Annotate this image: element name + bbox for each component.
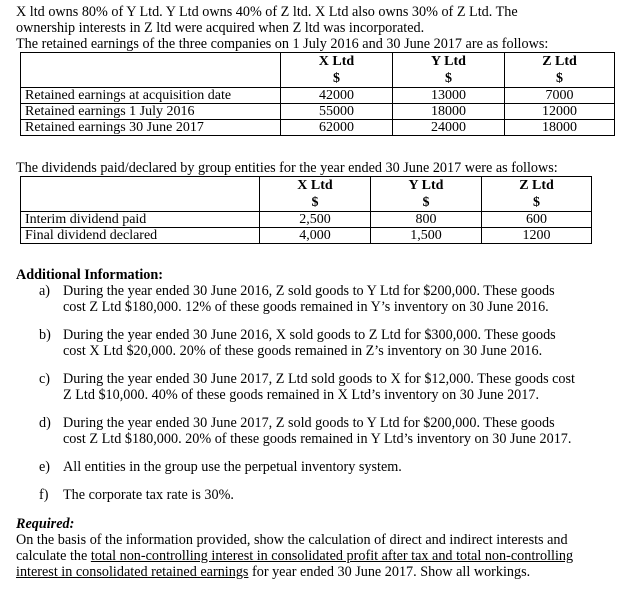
required-title: Required: xyxy=(16,516,75,532)
row-label: Retained earnings 30 June 2017 xyxy=(21,120,281,136)
retained-earnings-table xyxy=(20,52,615,136)
intro-line-3: The retained earnings of the three companies on 1 July 2016 and 30 June 2017 are as follows: xyxy=(16,36,549,52)
additional-info-title: Additional Information: xyxy=(16,267,164,283)
table-row xyxy=(21,88,615,104)
row-label: Final dividend declared xyxy=(21,228,260,244)
required-line-2-underlined: total non-controlling interest in consolidated profit after tax and total non-controlling xyxy=(90,548,574,564)
z-ltd-value: 600 xyxy=(482,212,592,228)
header-x-ltd: X Ltd $ xyxy=(260,177,371,212)
z-ltd-value: 18000 xyxy=(505,120,615,136)
table-row xyxy=(21,212,592,228)
header-empty-cell xyxy=(21,53,281,88)
table-row xyxy=(21,228,592,244)
list-item xyxy=(16,327,630,359)
table-row xyxy=(21,104,615,120)
list-item xyxy=(16,371,630,403)
document-page xyxy=(16,4,630,580)
item-marker: d) xyxy=(39,415,51,431)
item-marker: f) xyxy=(39,487,49,503)
z-ltd-value: 7000 xyxy=(505,88,615,104)
header-z-ltd: Z Ltd $ xyxy=(505,53,615,88)
required-line-1: On the basis of the information provided, show the calculation of direct and indirect interests and xyxy=(16,532,568,548)
z-ltd-value: 12000 xyxy=(505,104,615,120)
required-body xyxy=(16,532,630,580)
required-line-3-suffix: for year ended 30 June 2017. Show all workings. xyxy=(248,564,531,580)
item-line-1: During the year ended 30 June 2016, X sold goods to Z Ltd for $300,000. These goods xyxy=(63,327,556,343)
item-line-2: cost X Ltd $20,000. 20% of these goods remained in Z’s inventory on 30 June 2016. xyxy=(63,343,543,359)
intro-line-1: X ltd owns 80% of Y Ltd. Y Ltd owns 40% of Z ltd. X Ltd also owns 30% of Z Ltd. The xyxy=(16,4,518,20)
header-empty-cell xyxy=(21,177,260,212)
x-ltd-value: 62000 xyxy=(281,120,393,136)
item-line-1: During the year ended 30 June 2017, Z sold goods to Y Ltd for $200,000. These goods xyxy=(63,415,555,431)
header-y-ltd: Y Ltd $ xyxy=(371,177,482,212)
required-line-2-prefix: calculate the xyxy=(16,548,91,564)
item-line-2: cost Z Ltd $180,000. 12% of these goods remained in Y’s inventory on 30 June 2016. xyxy=(63,299,549,315)
table-row xyxy=(21,120,615,136)
additional-info-list xyxy=(16,283,630,503)
y-ltd-value: 24000 xyxy=(393,120,505,136)
list-item xyxy=(16,283,630,315)
x-ltd-value: 2,500 xyxy=(260,212,371,228)
item-marker: b) xyxy=(39,327,51,343)
list-item xyxy=(16,415,630,447)
x-ltd-value: 55000 xyxy=(281,104,393,120)
row-label: Interim dividend paid xyxy=(21,212,260,228)
y-ltd-value: 1,500 xyxy=(371,228,482,244)
y-ltd-value: 13000 xyxy=(393,88,505,104)
intro-line-2: ownership interests in Z ltd were acquired when Z ltd was incorporated. xyxy=(16,20,425,36)
item-line-1: All entities in the group use the perpetual inventory system. xyxy=(63,459,402,475)
item-line-1: During the year ended 30 June 2016, Z sold goods to Y Ltd for $200,000. These goods xyxy=(63,283,555,299)
dividends-header-row xyxy=(21,177,592,212)
list-item xyxy=(16,487,630,503)
row-label: Retained earnings at acquisition date xyxy=(21,88,281,104)
header-z-ltd: Z Ltd $ xyxy=(482,177,592,212)
item-marker: a) xyxy=(39,283,51,299)
header-x-ltd: X Ltd $ xyxy=(281,53,393,88)
y-ltd-value: 800 xyxy=(371,212,482,228)
item-line-1: The corporate tax rate is 30%. xyxy=(63,487,234,503)
z-ltd-value: 1200 xyxy=(482,228,592,244)
dividends-intro: The dividends paid/declared by group entities for the year ended 30 June 2017 were as follows: xyxy=(16,160,558,176)
x-ltd-value: 4,000 xyxy=(260,228,371,244)
item-line-2: cost Z Ltd $180,000. 20% of these goods remained in Y Ltd’s inventory on 30 June 2017. xyxy=(63,431,572,447)
item-marker: e) xyxy=(39,459,51,475)
dividends-table xyxy=(20,176,592,244)
required-line-3-underlined: interest in consolidated retained earnings xyxy=(16,564,249,580)
header-y-ltd: Y Ltd $ xyxy=(393,53,505,88)
list-item xyxy=(16,459,630,475)
item-line-2: Z Ltd $10,000. 40% of these goods remained in X Ltd’s inventory on 30 June 2017. xyxy=(63,387,540,403)
row-label: Retained earnings 1 July 2016 xyxy=(21,104,281,120)
item-line-1: During the year ended 30 June 2017, Z Ltd sold goods to X for $12,000. These goods cost xyxy=(63,371,575,387)
retained-earnings-header-row xyxy=(21,53,615,88)
x-ltd-value: 42000 xyxy=(281,88,393,104)
y-ltd-value: 18000 xyxy=(393,104,505,120)
item-marker: c) xyxy=(39,371,51,387)
